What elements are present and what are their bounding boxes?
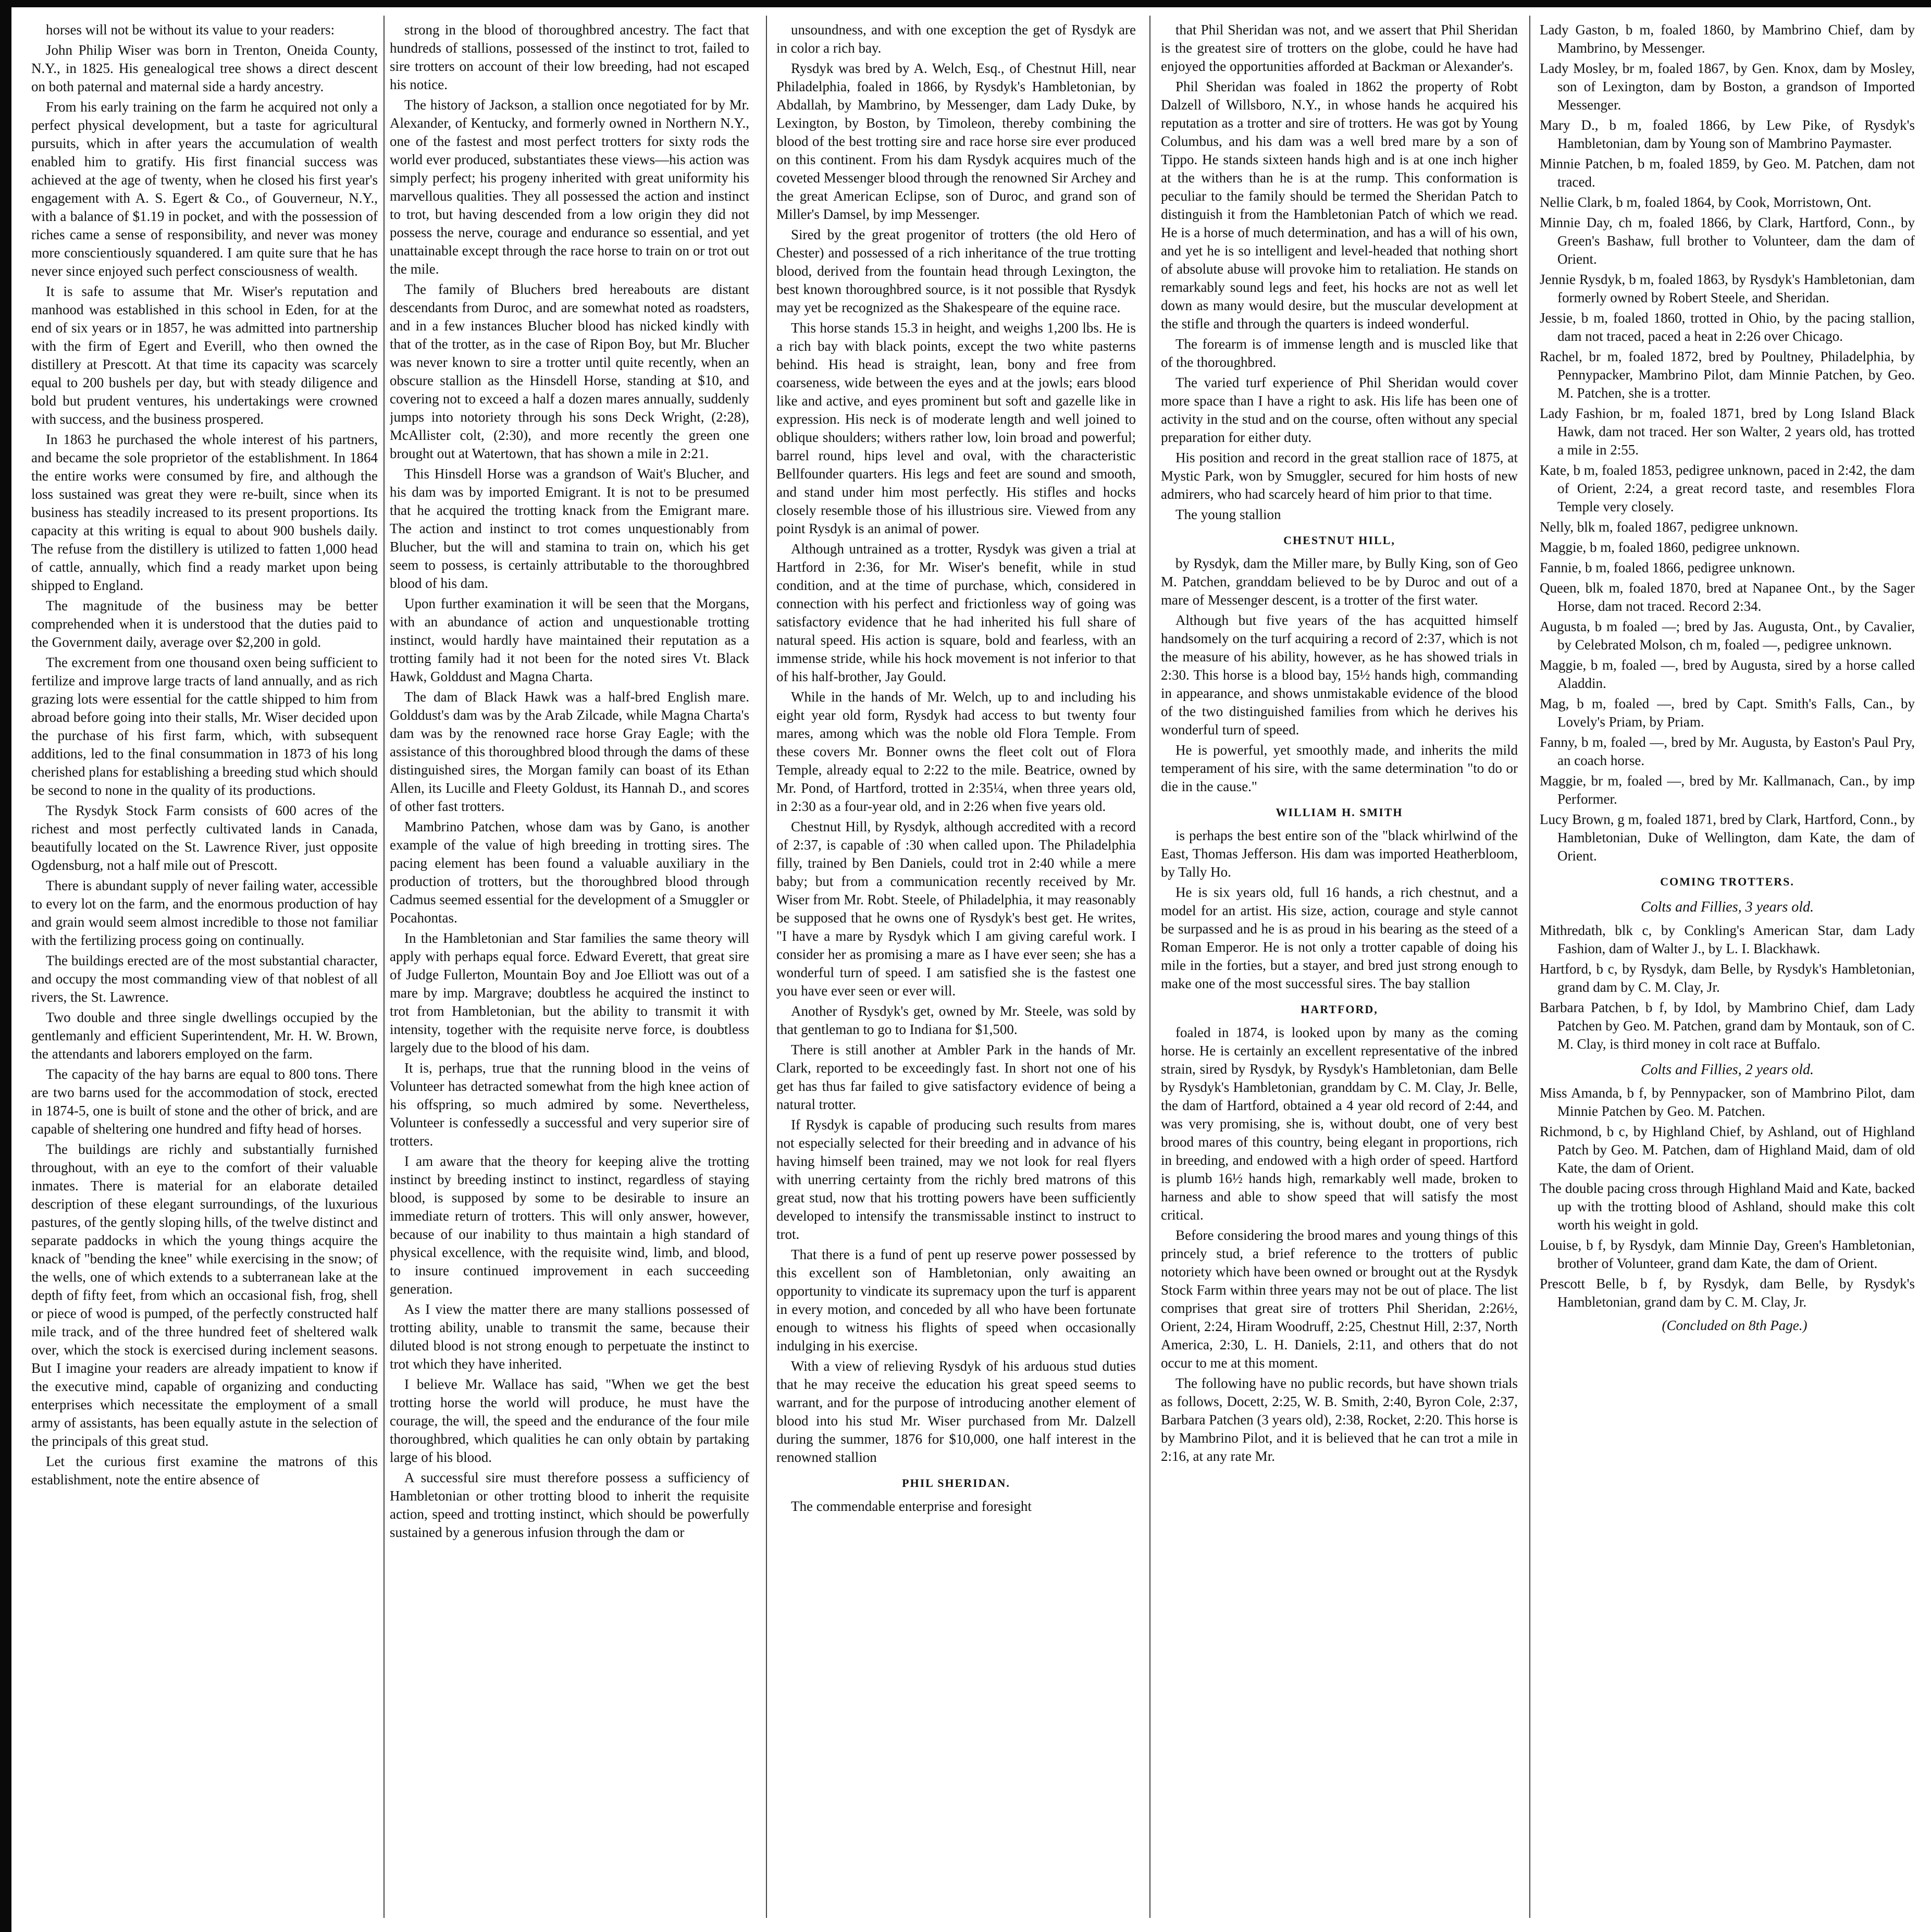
- column-4: [1161, 21, 1518, 1918]
- stud-entry: Jennie Rysdyk, b m, foaled 1863, by Rysdyk's Hambletonian, dam formerly owned by Robert Steele, and Sheridan.: [1540, 272, 1915, 305]
- column-2-paragraph: A successful sire must therefore possess a sufficiency of Hambletonian or other trotting blood to inherit the requisite action, speed and trotting instinct, which should be powerfully sustained by a generous infusion through the dam or: [390, 1470, 749, 1540]
- column-2-paragraph: The family of Bluchers bred hereabouts are distant descendants from Duroc, and are somewhat noted as roadsters, and in a few instances Blucher blood has nicked kindly with that of the trotter, as in the case of Ripon Boy, but Mr. Blucher was never known to sire a trotter until quite recently, when an obscure stallion as the Hinsdell Horse, standing at $10, and covering not to exceed a half a dozen mares annually, suddenly jumps into notoriety through his sons Deck Wright, (2:28), McAllister colt, (2:30), and more recently the green one brought out at Watertown, that has shown a mile in 2:21.: [390, 281, 749, 461]
- column-4-paragraph: He is powerful, yet smoothly made, and inherits the mild temperament of his sire, with the same determination "to do or die in the cause.": [1161, 742, 1518, 794]
- stud-entry: Nelly, blk m, foaled 1867, pedigree unknown.: [1540, 519, 1799, 535]
- column-1-paragraph: The excrement from one thousand oxen being sufficient to fertilize and improve large tracts of land annually, and as rich grazing lots were essential for the cattle shipped to him from abroad before going into their stalls, Mr. Wiser decided upon the purchase of his first farm, which, with subsequent additions, led to the final consummation in 1873 of his long cherished plans for establishing a breeding stud which should be second to none in the quality of its productions.: [31, 655, 378, 798]
- stud-entry: Lady Gaston, b m, foaled 1860, by Mambrino Chief, dam by Mambrino, by Messenger.: [1540, 22, 1915, 56]
- column-3: [776, 21, 1136, 1918]
- stud-entry: Mary D., b m, foaled 1866, by Lew Pike, of Rysdyk's Hambletonian, dam by Young son of Mambrino Paymaster.: [1540, 117, 1915, 151]
- column-4-paragraph: Although but five years of the has acquitted himself handsomely on the turf acquiring a record of 2:37, which is not the measure of his ability, however, as he has showed trials in 2:30. This horse is a blood bay, 15½ hands high, commanding in appearance, and shows unmistakable evidence of the blood of the two distinguished families from which he derives his wonderful turn of speed.: [1161, 612, 1518, 737]
- column-1-paragraph: John Philip Wiser was born in Trenton, Oneida County, N.Y., in 1825. His genealogical tree shows a direct descent on both paternal and maternal side a hardy ancestry.: [31, 42, 378, 94]
- column-1-paragraph: It is safe to assume that Mr. Wiser's reputation and manhood was established in this school in Eden, for at the end of six years or in 1857, he was admitted into partnership with the firm of Egert and Everill, who then owned the distillery at Prescott. At that time its capacity was scarcely equal to 200 bushels per day, but with steady diligence and bold but prudent ventures, his undertakings were crowned with success, and the business prospered.: [31, 284, 378, 427]
- stud-entry: Barbara Patchen, b f, by Idol, by Mambrino Chief, dam Lady Patchen by Geo. M. Patchen, grand dam by Montauk, son of C. M. Clay, is third money in colt race at Buffalo.: [1540, 1000, 1915, 1052]
- stud-entry: Fannie, b m, foaled 1866, pedigree unknown.: [1540, 560, 1796, 575]
- column-4-paragraph: foaled in 1874, is looked upon by many as the coming horse. He is certainly an excellent representative of the inbred strain, sired by Rysdyk, by Rysdyk's Hambletonian, dam Belle by Rysdyk's Hambletonian, granddam by C. M. Clay, Jr. Belle, the dam of Hartford, obtained a 4 year old record of 2:44, and was very promising, she is, without doubt, one of very best brood mares of this country, being elegant in proportions, rich in breeding, and endowed with a high order of speed. Hartford is plumb 16½ hands high, remarkably well made, broken to harness and able to show speed that will satisfy the most critical.: [1161, 1025, 1518, 1223]
- column-1-paragraph: The magnitude of the business may be better comprehended when it is understood that the duties paid to the Government daily, average over $2,200 in gold.: [31, 598, 378, 650]
- column-2-paragraph: The history of Jackson, a stallion once negotiated for by Mr. Alexander, of Kentucky, and formerly owned in Northern N.Y., one of the fastest and most perfect trotters for sixty rods the world ever produced, substantiates these views—his action was simply perfect; his progeny inherited with great uniformity his marvellous qualities. They all possessed the action and instinct to trot, but having descended from a low origin they did not possess the nerve, courage and endurance so essential, and yet unattainable except through the race horse to train on or trot out the mile.: [390, 97, 749, 277]
- column-4-paragraph: that Phil Sheridan was not, and we assert that Phil Sheridan is the greatest sire of trotters on the globe, could he have had enjoyed the opportunities afforded at Backman or Alexander's.: [1161, 22, 1518, 74]
- column-3-paragraph: If Rysdyk is capable of producing such results from mares not especially selected for their breeding and in advance of his having himself been trained, may we not look for real flyers with unerring certainty from the richly bred matrons of this great stud, now that his trotting powers have been sufficiently developed to intensify the transmissable instinct to instruct to trot.: [776, 1117, 1136, 1242]
- column-3-paragraph: There is still another at Ambler Park in the hands of Mr. Clark, reported to be exceedingly fast. In short not one of his get has thus far failed to give satisfactory evidence of being a natural trotter.: [776, 1042, 1136, 1112]
- column-3-paragraph: While in the hands of Mr. Welch, up to and including his eight year old form, Rysdyk had access to but twenty four mares, among which was the noble old Flora Temple. From these covers Mr. Bonner owns the fleet colt out of Flora Temple, already equal to 2:22 to the mile. Beatrice, owned by Mr. Pond, of Hartford, trotted in 2:35¼, when three years old, in 2:30 as a four-year old, and in 2:26 when five years old.: [776, 689, 1136, 814]
- section-heading-phil-sheridan: PHIL SHERIDAN.: [902, 1476, 1010, 1490]
- column-rule: [383, 16, 385, 1918]
- stud-entry: Maggie, b m, foaled —, bred by Augusta, sired by a horse called Aladdin.: [1540, 657, 1915, 691]
- column-1-paragraph: In 1863 he purchased the whole interest of his partners, and became the sole proprietor of the establishment. In 1864 the entire works were consumed by fire, and although the loss sustained was great they were re-built, since when its business has steadily increased to its present proportions. Its capacity at this writing is equal to about 900 bushels daily. The refuse from the distillery is utilized to fatten 1,000 head of cattle, annually, which find a ready market upon being shipped to England.: [31, 432, 378, 593]
- stud-entry: Lucy Brown, g m, foaled 1871, bred by Clark, Hartford, Conn., by Hambletonian, Duke of Wellington, dam Kate, the dam of Orient.: [1540, 811, 1915, 864]
- section-heading-coming-trotters: COMING TROTTERS.: [1660, 875, 1794, 888]
- column-3-paragraph: The commendable enterprise and foresight: [791, 1498, 1032, 1514]
- section-heading-hartford: HARTFORD,: [1301, 1003, 1378, 1016]
- column-1-paragraph: There is abundant supply of never failing water, accessible to every lot on the farm, and the enormous production of hay and grain would seem almost incredible to those not familiar with the fertilizing process going on continually.: [31, 878, 378, 948]
- stud-entry: Maggie, br m, foaled —, bred by Mr. Kallmanach, Can., by imp Performer.: [1540, 773, 1915, 807]
- scan-border-left: [0, 0, 11, 1932]
- column-4-paragraph: The forearm is of immense length and is muscled like that of the thoroughbred.: [1161, 336, 1518, 370]
- column-3-paragraph: Another of Rysdyk's get, owned by Mr. Steele, was sold by that gentleman to go to Indiana for $1,500.: [776, 1003, 1136, 1037]
- stud-entry: Augusta, b m foaled —; bred by Jas. Augusta, Ont., by Cavalier, by Celebrated Molson, ch m, foaled —, pedigree unknown.: [1540, 619, 1915, 653]
- column-1-paragraph: The capacity of the hay barns are equal to 800 tons. There are two barns used for the accommodation of stock, erected in 1874-5, one is built of stone and the other of brick, and are capable of sheltering one hundred and fifty head of horses.: [31, 1066, 378, 1137]
- column-2-paragraph: In the Hambletonian and Star families the same theory will apply with perhaps equal force. Edward Everett, that great sire of Judge Fullerton, Mountain Boy and Joe Elliott was out of a mare by imp. Margrave; doubtless he acquired the instinct to trot from Hambletonian, but the ability to transmit it with intensity, together with the requisite nerve force, is doubtless largely due to the blood of his dam.: [390, 930, 749, 1055]
- column-3-paragraph: This horse stands 15.3 in height, and weighs 1,200 lbs. He is a rich bay with black points, except the two white pasterns behind. His head is straight, lean, bony and free from coarseness, wide between the eyes and at the jowls; ears blood like and active, and eyes prominent but soft and gazelle like in expression. His neck is of moderate length and well joined to oblique shoulders; withers rather low, loin broad and powerful; barrel round, hips level and oval, with the characteristic Bellfounder quarters. His legs and feet are sound and smooth, and stand under him most perfectly. His stifles and hocks closely resemble those of his illustrious sire. Viewed from any point Rysdyk is an animal of power.: [776, 320, 1136, 536]
- stud-entry: Lady Mosley, br m, foaled 1867, by Gen. Knox, dam by Mosley, son of Lexington, dam by Boston, a grandson of Imported Messenger.: [1540, 60, 1915, 113]
- column-1-paragraph: The buildings erected are of the most substantial character, and occupy the most commanding view of that noblest of all rivers, the St. Lawrence.: [31, 953, 378, 1005]
- subheading-three-year-olds: Colts and Fillies, 3 years old.: [1640, 899, 1814, 915]
- section-heading-william-h-smith: WILLIAM H. SMITH: [1276, 806, 1403, 819]
- column-2-paragraph: I believe Mr. Wallace has said, "When we get the best trotting horse the world will produce, he must have the courage, the will, the speed and the endurance of the four mile thoroughbred, which qualities he can only obtain by partaking large of his blood.: [390, 1376, 749, 1465]
- stud-entry: Prescott Belle, b f, by Rysdyk, dam Belle, by Rysdyk's Hambletonian, grand dam by C. M. Clay, Jr.: [1540, 1276, 1915, 1310]
- stud-entry: Minnie Patchen, b m, foaled 1859, by Geo. M. Patchen, dam not traced.: [1540, 156, 1915, 190]
- column-3-paragraph: Although untrained as a trotter, Rysdyk was given a trial at Hartford in 2:36, for Mr. Wiser's benefit, while in stud condition, and at the time of purchase, which, considered in connection with his perfect and frictionless way of going was satisfactory evidence that he had inherited his full share of natural speed. His action is square, bold and fearless, with an immense stride, while his hock movement is not inferior to that of his half-brother, Jay Gould.: [776, 541, 1136, 684]
- column-2-paragraph: Upon further examination it will be seen that the Morgans, with an abundance of action and unquestionable trotting instinct, would hardly have maintained their reputation as a trotting family had it not been for the noted sires Vt. Black Hawk, Golddust and Magna Charta.: [390, 596, 749, 684]
- stud-entry: Mag, b m, foaled —, bred by Capt. Smith's Falls, Can., by Lovely's Priam, by Priam.: [1540, 696, 1915, 730]
- column-4-paragraph: Before considering the brood mares and young things of this princely stud, a brief reference to the trotters of public notoriety which have been owned or brought out at the Rysdyk Stock Farm within three years may not be out of place. The list comprises that great sire of trotters Phil Sheridan, 2:26½, Orient, 2:24, Hiram Woodruff, 2:25, Chestnut Hill, 2:37, North America, 2:30, L. H. Daniels, 2:11, and others that do not occur to me at this moment.: [1161, 1227, 1518, 1371]
- column-1-paragraph: Let the curious first examine the matrons of this establishment, note the entire absence of: [31, 1454, 378, 1487]
- stud-entry: The double pacing cross through Highland Maid and Kate, backed up with the trotting blood of Ashland, should make this colt worth his weight in gold.: [1540, 1180, 1915, 1233]
- column-1-paragraph: The Rysdyk Stock Farm consists of 600 acres of the richest and most perfectly cultivated lands in Canada, beautifully located on the St. Lawrence River, just opposite Ogdensburg, not a half mile out of Prescott.: [31, 803, 378, 873]
- column-2-paragraph: It is, perhaps, true that the running blood in the veins of Volunteer has detracted somewhat from the high knee action of his offspring, so much admired by some. Nevertheless, Volunteer is confessedly a successful and very superior sire of trotters.: [390, 1060, 749, 1149]
- stud-entry: Queen, blk m, foaled 1870, bred at Napanee Ont., by the Sager Horse, dam not traced. Record 2:34.: [1540, 580, 1915, 614]
- column-1-paragraph: Two double and three single dwellings occupied by the gentlemanly and efficient Superintendent, Mr. H. W. Brown, the attendants and laborers employed on the farm.: [31, 1010, 378, 1062]
- column-4-paragraph: by Rysdyk, dam the Miller mare, by Bully King, son of Geo M. Patchen, granddam believed to be by Duroc and out of a mare of Messenger descent, is a trotter of the first water.: [1161, 556, 1518, 608]
- column-4-paragraph: His position and record in the great stallion race of 1875, at Mystic Park, won by Smuggler, secured for him hosts of new admirers, who had scarcely heard of him prior to that time.: [1161, 450, 1518, 502]
- stud-entry: Kate, b m, foaled 1853, pedigree unknown, paced in 2:42, the dam of Orient, 2:24, a great record taste, and resembles Flora Temple very closely.: [1540, 462, 1915, 514]
- column-3-paragraph: Sired by the great progenitor of trotters (the old Hero of Chester) and possessed of a rich inheritance of the true trotting blood, derived from the fountain head through Lexington, the best known thoroughbred source, is it not possible that Rysdyk may yet be recognized as the Shakespeare of the equine race.: [776, 227, 1136, 315]
- column-2-paragraph: This Hinsdell Horse was a grandson of Wait's Blucher, and his dam was by imported Emigrant. It is not to be presumed that he acquired the trotting knack from the Emigrant mare. The action and instinct to trot comes unquestionably from Blucher, but the will and stamina to train on, which his get seem to possess, is certainly attributable to the thoroughbred blood of his dam.: [390, 466, 749, 591]
- scan-border-top: [0, 0, 1931, 7]
- column-1-paragraph: From his early training on the farm he acquired not only a perfect physical development, but a taste for agricultural pursuits, which in after years the accumulation of wealth enabled him to gratify. His first financial success was achieved at the age of twenty, when he closed his first year's engagement with A. S. Egert & Co., of Gouverneur, N.Y., with a balance of $1.19 in pocket, and with the possession of riches came a sense of responsibility, and never was money more conscientiously squandered. I am quite sure that he has never since enjoyed such perfect consciousness of wealth.: [31, 99, 378, 279]
- stud-entry: Minnie Day, ch m, foaled 1866, by Clark, Hartford, Conn., by Green's Bashaw, full brother to Volunteer, dam the dam of Orient.: [1540, 215, 1915, 267]
- column-4-paragraph: The young stallion: [1175, 507, 1281, 522]
- stud-entry: Nellie Clark, b m, foaled 1864, by Cook, Morristown, Ont.: [1540, 194, 1872, 210]
- column-4-paragraph: He is six years old, full 16 hands, a rich chestnut, and a model for an artist. His size, action, courage and style cannot be surpassed and he is as proud in his bearing as the steed of a Roman Emperor. He is not only a trotter capable of doing his mile in the forties, but a stayer, and bred just strong enough to make one of the most successful sires. The bay stallion: [1161, 884, 1518, 991]
- column-2-paragraph: The dam of Black Hawk was a half-bred English mare. Golddust's dam was by the Arab Zilcade, while Magna Charta's dam was by the renowned race horse Gray Eagle; with the assistance of this thoroughbred blood through the dams of these distinguished sires, the Morgan family can boast of its Ethan Allen, its Lucille and Fleety Goldust, its Hannah D., and scores of other fast trotters.: [390, 689, 749, 814]
- column-1-paragraph: The buildings are richly and substantially furnished throughout, with an eye to the comfort of their valuable inmates. There is material for an elaborate detailed description of these elegant surroundings, of the luxurious pastures, of the gently sloping hills, of the twelve distinct and separate paddocks in which the young things acquire the knack of "bending the knee" while exercising in the snow; of the wells, one of which extends to a subterranean lake at the depth of fifty feet, from which an occasional fish, frog, shell or piece of wood is pumped, of the perfectly constructed half mile track, and of the three hundred feet of sheltered walk over, which the stock is exercised during inclement seasons. But I imagine your readers are already impatient to know if the executive mind, capable of organizing and conducting enterprises which necessitate the employment of a small army of assistants, has been equally astute in the selection of the principals of this great stud.: [31, 1141, 378, 1449]
- stud-entry: Miss Amanda, b f, by Pennypacker, son of Mambrino Pilot, dam Minnie Patchen by Geo. M. Patchen.: [1540, 1085, 1915, 1119]
- subheading-two-year-olds: Colts and Fillies, 2 years old.: [1640, 1062, 1814, 1078]
- column-2-paragraph: I am aware that the theory for keeping alive the trotting instinct by breeding instinct to instinct, regardless of staying blood, is supposed by some to be desirable to insure an immediate return of trotters. This will only answer, however, because of our inability to thus maintain a high standard of physical excellence, with the requisite wind, limb, and blood, to insure continued improvement in each succeeding generation.: [390, 1153, 749, 1297]
- column-2-paragraph: strong in the blood of thoroughbred ancestry. The fact that hundreds of stallions, possessed of the instinct to trot, failed to sire trotters on account of their low breeding, had not escaped his notice.: [390, 22, 749, 92]
- section-heading-chestnut-hill: CHESTNUT HILL,: [1283, 534, 1395, 547]
- column-1-paragraph: horses will not be without its value to your readers:: [46, 22, 335, 38]
- column-4-paragraph: is perhaps the best entire son of the "black whirlwind of the East, Thomas Jefferson. His dam was imported Heatherbloom, by Tally Ho.: [1161, 828, 1518, 880]
- column-4-paragraph: Phil Sheridan was foaled in 1862 the property of Robt Dalzell of Willsboro, N.Y., in whose hands he acquired his reputation as a trotter and sire of trotters. He was got by Young Columbus, and his dam was a well bred mare by a son of Tippo. He stands sixteen hands high and is at one inch higher at the withers than he is at the rump. This conformation is peculiar to the family should be termed the Sheridan Patch to distinguish it from the Hambletonian Patch of which we read. He is a horse of much determination, and has a will of his own, and yet he is so intelligent and level-headed that nothing short of absolute abuse will provoke him to retaliation. He stands on remarkably sound legs and feet, his hocks are not as well let down as many would desire, but the muscular development at the stifle and through the quarters is indeed wonderful.: [1161, 79, 1518, 331]
- column-3-paragraph: With a view of relieving Rysdyk of his arduous stud duties that he may receive the education his great speed seems to warrant, and for the purpose of introducing another element of blood into his stud Mr. Wiser purchased from Mr. Dalzell during the summer, 1876 for $10,000, one half interest in the renowned stallion: [776, 1358, 1136, 1465]
- stud-entry: Fanny, b m, foaled —, bred by Mr. Augusta, by Easton's Paul Pry, an coach horse.: [1540, 734, 1915, 768]
- column-rule: [1529, 16, 1530, 1918]
- column-rule: [766, 16, 767, 1918]
- column-4-paragraph: The following have no public records, but have shown trials as follows, Docett, 2:25, W. B. Smith, 2:40, Byron Cole, 2:37, Barbara Patchen (3 years old), 2:38, Rocket, 2:20. This horse is by Mambrino Pilot, and it is believed that he can trot a mile in 2:16, at any rate Mr.: [1161, 1375, 1518, 1464]
- column-5: [1540, 21, 1915, 1918]
- column-2-paragraph: Mambrino Patchen, whose dam was by Gano, is another example of the value of high breeding in trotting sires. The pacing element has been found a valuable auxiliary in the production of trotters, but the thoroughbred blood through Cadmus seemed essential for the development of a Smuggler or Pocahontas.: [390, 819, 749, 926]
- stud-entry: Hartford, b c, by Rysdyk, dam Belle, by Rysdyk's Hambletonian, grand dam by C. M. Clay, Jr.: [1540, 961, 1915, 995]
- stud-entry: Maggie, b m, foaled 1860, pedigree unknown.: [1540, 539, 1800, 555]
- column-4-paragraph: The varied turf experience of Phil Sheridan would cover more space than I have a right to ask. His life has been one of activity in the stud and on the course, often without any special preparation for either duty.: [1161, 375, 1518, 445]
- column-3-paragraph: Rysdyk was bred by A. Welch, Esq., of Chestnut Hill, near Philadelphia, foaled in 1866, by Rysdyk's Hambletonian, by Abdallah, by Mambrino, by Messenger, dam Lady Duke, by Lexington, by Boston, by Timoleon, thereby combining the blood of the best trotting sire and race horse sire ever produced on this continent. From his dam Rysdyk acquires much of the coveted Messenger blood through the renowned Sir Archey and the great American Eclipse, son of Duroc, and grand son of Miller's Damsel, by imp Messenger.: [776, 60, 1136, 222]
- column-3-paragraph: unsoundness, and with one exception the get of Rysdyk are in color a rich bay.: [776, 22, 1136, 56]
- stud-entry: Mithredath, blk c, by Conkling's American Star, dam Lady Fashion, dam of Walter J., by L. I. Blackhawk.: [1540, 922, 1915, 956]
- stud-entry: Lady Fashion, br m, foaled 1871, bred by Long Island Black Hawk, dam not traced. Her son Walter, 2 years old, has trotted a mile in 2:55.: [1540, 405, 1915, 458]
- stud-entry: Rachel, br m, foaled 1872, bred by Poultney, Philadelphia, by Pennypacker, Mambrino Pilot, dam Minnie Patchen, by Geo. M. Patchen, she is a trotter.: [1540, 349, 1915, 401]
- continuation-note: (Concluded on 8th Page.): [1662, 1318, 1808, 1333]
- stud-entry: Jessie, b m, foaled 1860, trotted in Ohio, by the pacing stallion, dam not traced, paced a heat in 2:26 over Chicago.: [1540, 310, 1915, 344]
- column-1: [31, 21, 378, 1918]
- column-rule: [1149, 16, 1150, 1918]
- stud-entry: Richmond, b c, by Highland Chief, by Ashland, out of Highland Patch by Geo. M. Patchen, dam of Highland Maid, dam of old Kate, the dam of Orient.: [1540, 1124, 1915, 1176]
- column-3-paragraph: That there is a fund of pent up reserve power possessed by this excellent son of Hambletonian, only awaiting an opportunity to vindicate its supremacy upon the turf is apparent in every motion, and conceded by all who have been fortunate enough to witness his flights of speed when occasionally indulging in his exercise.: [776, 1247, 1136, 1353]
- column-2: [390, 21, 749, 1918]
- column-3-paragraph: Chestnut Hill, by Rysdyk, although accredited with a record of 2:37, is capable of :30 when called upon. The Philadelphia filly, trained by Ben Daniels, could trot in 2:40 while a mere baby; but from a communication recently received by Mr. Wiser from Mr. Robt. Steele, of Philadelphia, it may reasonably be supposed that he owns one of Rysdyk's best get. He writes, "I have a mare by Rysdyk which I am giving careful work. I consider her as promising a mare as I have ever seen; she has a wonderful turn of speed. I am satisfied she is the fastest one you have ever seen or ever will.: [776, 819, 1136, 999]
- column-2-paragraph: As I view the matter there are many stallions possessed of trotting ability, unable to transmit the same, because their diluted blood is not strong enough to perpetuate the instinct to trot which they have inherited.: [390, 1301, 749, 1372]
- stud-entry: Louise, b f, by Rysdyk, dam Minnie Day, Green's Hambletonian, brother of Volunteer, grand dam Kate, the dam of Orient.: [1540, 1237, 1915, 1271]
